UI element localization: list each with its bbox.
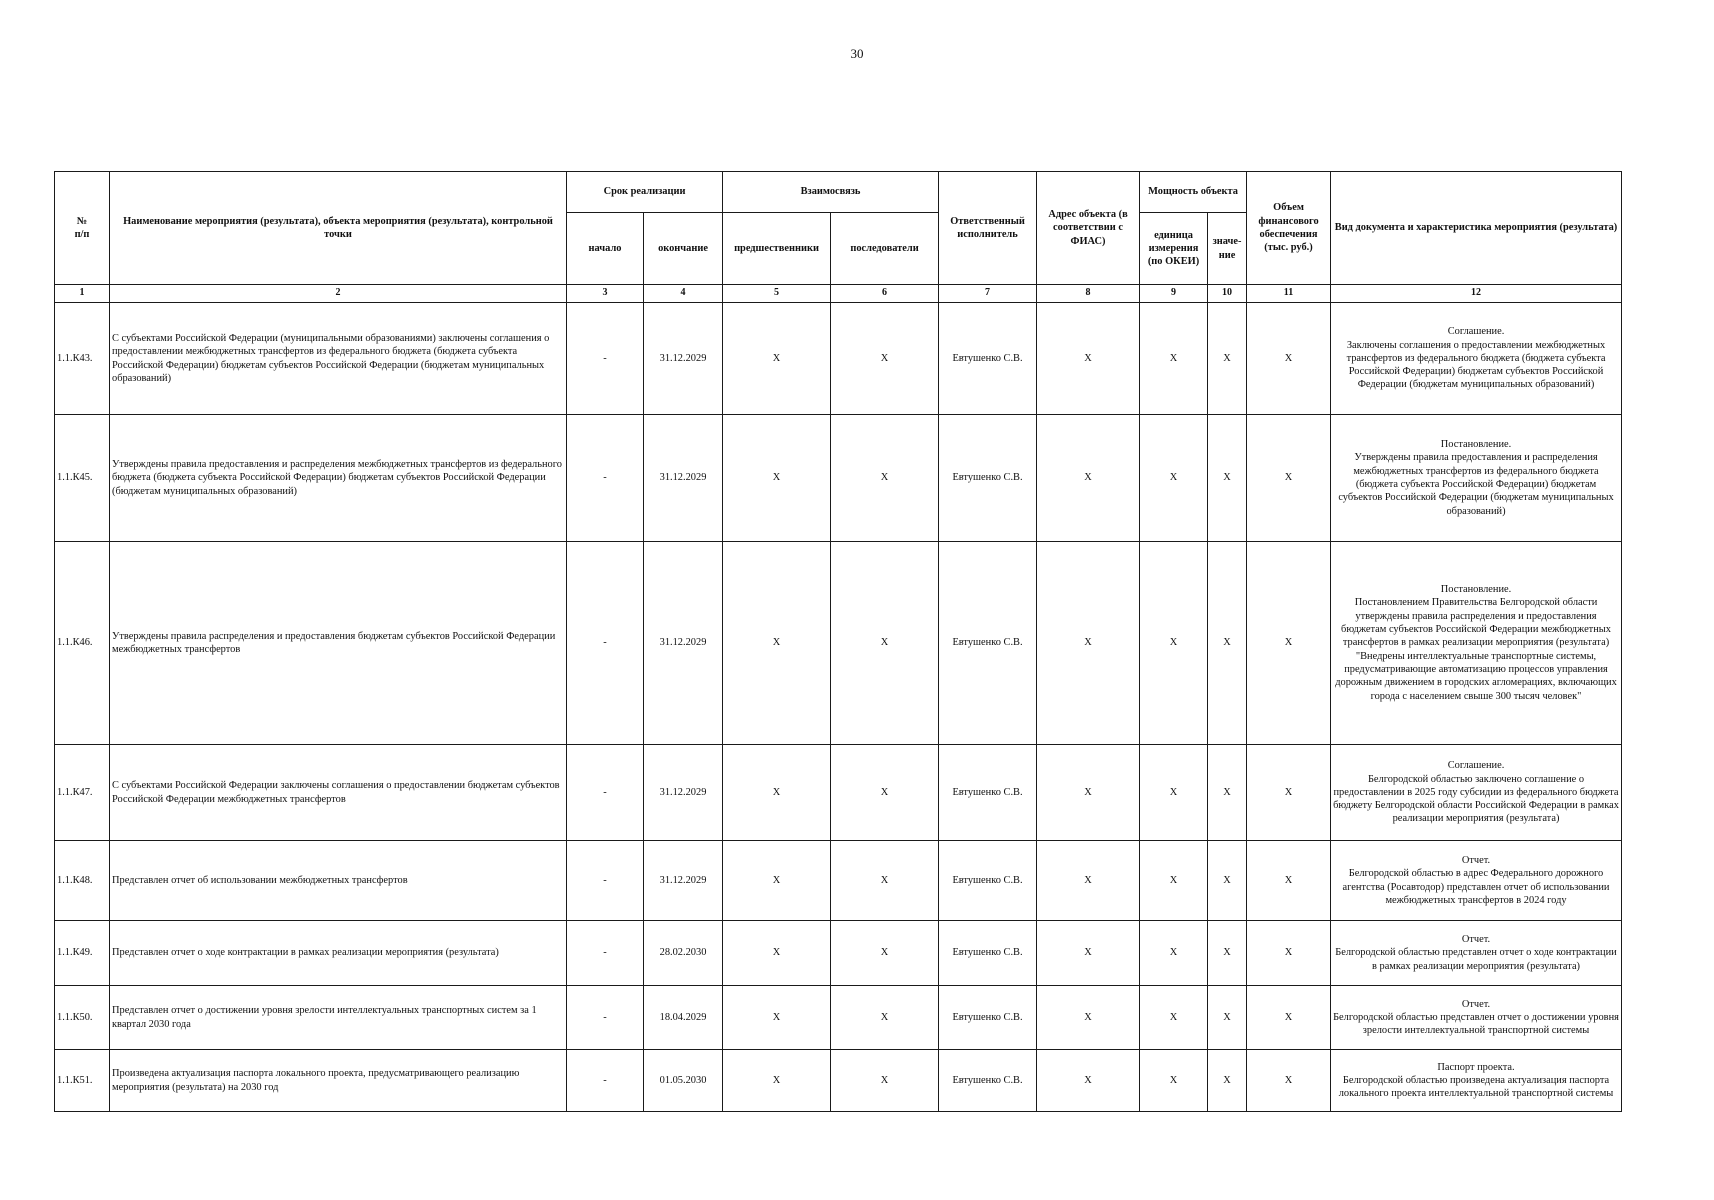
row-doc-type: Паспорт проекта.: [1437, 1061, 1515, 1073]
row-responsible: Евтушенко С.В.: [939, 921, 1037, 986]
row-predecessors: X: [723, 921, 831, 986]
header-term-group: Срок реализации: [567, 172, 723, 213]
row-doc-type: Отчет.: [1461, 934, 1491, 946]
header-capacity-unit: единица измерения (по ОКЕИ): [1140, 213, 1208, 285]
row-value: X: [1208, 415, 1247, 542]
row-doc-type: Соглашение.: [1447, 760, 1505, 772]
row-unit: X: [1140, 542, 1208, 745]
row-address: X: [1037, 303, 1140, 415]
row-end: 31.12.2029: [644, 415, 723, 542]
row-address: X: [1037, 986, 1140, 1050]
row-start: -: [567, 841, 644, 921]
row-start: -: [567, 986, 644, 1050]
row-value: X: [1208, 1050, 1247, 1112]
row-end: 31.12.2029: [644, 542, 723, 745]
row-successors: X: [831, 1050, 939, 1112]
header-address: Адрес объекта (в соответствии с ФИАС): [1037, 172, 1140, 285]
header-capacity-group: Мощность объекта: [1140, 172, 1247, 213]
row-value: X: [1208, 303, 1247, 415]
row-finance: X: [1247, 745, 1331, 841]
row-start: -: [567, 542, 644, 745]
header-link-pred: предшественники: [723, 213, 831, 285]
row-value: X: [1208, 542, 1247, 745]
table-row: [55, 1050, 1622, 1112]
table-row: [55, 745, 1622, 841]
row-number: 1.1.К48.: [55, 841, 110, 921]
row-predecessors: X: [723, 1050, 831, 1112]
header-num: № п/п: [55, 172, 110, 285]
row-unit: X: [1140, 986, 1208, 1050]
row-finance: X: [1247, 542, 1331, 745]
row-address: X: [1037, 542, 1140, 745]
row-unit: X: [1140, 745, 1208, 841]
row-start: -: [567, 1050, 644, 1112]
row-doc-type: Соглашение.: [1447, 326, 1505, 338]
row-responsible: Евтушенко С.В.: [939, 415, 1037, 542]
row-doc-type: Постановление.: [1440, 584, 1512, 596]
row-successors: X: [831, 986, 939, 1050]
row-start: -: [567, 303, 644, 415]
row-responsible: Евтушенко С.В.: [939, 1050, 1037, 1112]
table-header: [55, 172, 1622, 303]
row-predecessors: X: [723, 841, 831, 921]
header-term-end: окончание: [644, 213, 723, 285]
row-doc: [1331, 986, 1622, 1050]
row-successors: X: [831, 745, 939, 841]
row-doc-type: Отчет.: [1461, 854, 1491, 866]
row-unit: X: [1140, 1050, 1208, 1112]
column-number-row: [55, 285, 1622, 303]
row-end: 31.12.2029: [644, 841, 723, 921]
header-responsible: Ответственный исполнитель: [939, 172, 1037, 285]
row-responsible: Евтушенко С.В.: [939, 986, 1037, 1050]
row-doc: [1331, 415, 1622, 542]
row-finance: X: [1247, 1050, 1331, 1112]
header-name: Наименование мероприятия (результата), объекта мероприятия (результата), контрольной точки: [110, 172, 567, 285]
row-value: X: [1208, 921, 1247, 986]
row-number: 1.1.К43.: [55, 303, 110, 415]
row-doc-text: Постановлением Правительства Белгородской области утверждены правила распределения и предоставления бюджетам субъектов Российской Федерации межбюджетных трансфертов в рамках реализации мероприятия (результата) "Внедрены интеллектуальные транспортные системы, предусматривающие автоматизацию процессов управления дорожным движением в городских агломерациях, включающих города с населением свыше 300 тысяч человек": [1335, 597, 1617, 702]
row-predecessors: X: [723, 303, 831, 415]
table-row: [55, 986, 1622, 1050]
row-successors: X: [831, 841, 939, 921]
row-name: Утверждены правила предоставления и распределения межбюджетных трансфертов из федерального бюджета (бюджета субъекта Российской Федерации) бюджетам субъектов Российской Федерации (бюджетам муниципальных образований): [110, 415, 567, 542]
row-unit: X: [1140, 303, 1208, 415]
header-finance: Объем финансового обеспечения (тыс. руб.): [1247, 172, 1331, 285]
row-name: Произведена актуализация паспорта локального проекта, предусматривающего реализацию мероприятия (результата) на 2030 год: [110, 1050, 567, 1112]
row-end: 31.12.2029: [644, 745, 723, 841]
row-number: 1.1.К50.: [55, 986, 110, 1050]
row-successors: X: [831, 415, 939, 542]
row-value: X: [1208, 745, 1247, 841]
row-address: X: [1037, 415, 1140, 542]
column-number: 9: [1140, 285, 1208, 303]
row-finance: X: [1247, 841, 1331, 921]
column-number: 8: [1037, 285, 1140, 303]
table-body: [55, 303, 1622, 1112]
page-number: 30: [850, 46, 864, 61]
row-doc-text: Белгородской областью представлен отчет о достижении уровня зрелости интеллектуальной транспортной системы: [1333, 1011, 1619, 1037]
header-term-start: начало: [567, 213, 644, 285]
row-responsible: Евтушенко С.В.: [939, 841, 1037, 921]
row-number: 1.1.К45.: [55, 415, 110, 542]
header-capacity-value: значе-ние: [1208, 213, 1247, 285]
row-value: X: [1208, 986, 1247, 1050]
table-row: [55, 841, 1622, 921]
row-predecessors: X: [723, 415, 831, 542]
row-number: 1.1.К51.: [55, 1050, 110, 1112]
plan-table: [54, 171, 1622, 1112]
row-start: -: [567, 745, 644, 841]
column-number: 11: [1247, 285, 1331, 303]
table-row: [55, 415, 1622, 542]
table-row: [55, 921, 1622, 986]
row-doc-text: Заключены соглашения о предоставлении межбюджетных трансфертов из федерального бюджета (бюджета субъекта Российской Федерации) бюджетам субъектов Российской Федерации (бюджетам муниципальных образований): [1346, 339, 1606, 391]
row-address: X: [1037, 921, 1140, 986]
header-doc: Вид документа и характеристика мероприятия (результата): [1331, 172, 1622, 285]
plan-table-wrapper: [54, 171, 1621, 1112]
row-doc-text: Белгородской областью произведена актуализация паспорта локального проекта интеллектуальной транспортной системы: [1338, 1074, 1614, 1100]
row-predecessors: X: [723, 745, 831, 841]
row-doc-text: Утверждены правила предоставления и распределения межбюджетных трансфертов из федерального бюджета (бюджета субъекта Российской Федерации) бюджетам субъектов Российской Федерации (бюджетам муниципальных образований): [1338, 452, 1614, 517]
row-responsible: Евтушенко С.В.: [939, 745, 1037, 841]
row-number: 1.1.К49.: [55, 921, 110, 986]
row-predecessors: X: [723, 986, 831, 1050]
row-address: X: [1037, 841, 1140, 921]
row-doc: [1331, 1050, 1622, 1112]
row-responsible: Евтушенко С.В.: [939, 303, 1037, 415]
row-number: 1.1.К47.: [55, 745, 110, 841]
row-name: Утверждены правила распределения и предоставления бюджетам субъектов Российской Федерации межбюджетных трансфертов: [110, 542, 567, 745]
row-end: 31.12.2029: [644, 303, 723, 415]
row-end: 18.04.2029: [644, 986, 723, 1050]
row-value: X: [1208, 841, 1247, 921]
row-end: 01.05.2030: [644, 1050, 723, 1112]
header-link-succ: последователи: [831, 213, 939, 285]
row-number: 1.1.К46.: [55, 542, 110, 745]
column-number: 3: [567, 285, 644, 303]
column-number: 12: [1331, 285, 1622, 303]
table-row: [55, 303, 1622, 415]
row-end: 28.02.2030: [644, 921, 723, 986]
row-unit: X: [1140, 415, 1208, 542]
row-responsible: Евтушенко С.В.: [939, 542, 1037, 745]
row-name: С субъектами Российской Федерации (муниципальными образованиями) заключены соглашения о предоставлении межбюджетных трансфертов из федерального бюджета (бюджета субъекта Российской Федерации) бюджетам субъектов Российской Федерации (бюджетам муниципальных образований): [110, 303, 567, 415]
row-start: -: [567, 415, 644, 542]
row-doc-text: Белгородской областью в адрес Федерального дорожного агентства (Росавтодор) представлен отчет об использовании межбюджетных трансфертов в 2024 году: [1342, 868, 1610, 906]
row-doc: [1331, 841, 1622, 921]
row-doc-text: Белгородской областью заключено соглашение о предоставлении в 2025 году субсидии из федерального бюджета бюджету Белгородской области Российской Федерации в рамках реализации мероприятия (результата): [1333, 773, 1619, 825]
row-doc: [1331, 745, 1622, 841]
row-finance: X: [1247, 303, 1331, 415]
row-name: Представлен отчет о достижении уровня зрелости интеллектуальных транспортных систем за 1 квартал 2030 года: [110, 986, 567, 1050]
table-row: [55, 542, 1622, 745]
column-number: 2: [110, 285, 567, 303]
column-number: 7: [939, 285, 1037, 303]
row-finance: X: [1247, 986, 1331, 1050]
row-doc: [1331, 303, 1622, 415]
row-doc: [1331, 542, 1622, 745]
row-address: X: [1037, 745, 1140, 841]
row-doc: [1331, 921, 1622, 986]
row-finance: X: [1247, 921, 1331, 986]
row-name: Представлен отчет об использовании межбюджетных трансфертов: [110, 841, 567, 921]
row-successors: X: [831, 921, 939, 986]
row-name: С субъектами Российской Федерации заключены соглашения о предоставлении бюджетам субъектов Российской Федерации межбюджетных трансфертов: [110, 745, 567, 841]
row-unit: X: [1140, 841, 1208, 921]
row-start: -: [567, 921, 644, 986]
column-number: 6: [831, 285, 939, 303]
row-unit: X: [1140, 921, 1208, 986]
row-doc-type: Постановление.: [1440, 439, 1512, 451]
row-doc-type: Отчет.: [1461, 998, 1491, 1010]
row-address: X: [1037, 1050, 1140, 1112]
row-successors: X: [831, 542, 939, 745]
row-name: Представлен отчет о ходе контрактации в рамках реализации мероприятия (результата): [110, 921, 567, 986]
row-predecessors: X: [723, 542, 831, 745]
column-number: 1: [55, 285, 110, 303]
column-number: 4: [644, 285, 723, 303]
row-successors: X: [831, 303, 939, 415]
row-finance: X: [1247, 415, 1331, 542]
header-link-group: Взаимосвязь: [723, 172, 939, 213]
column-number: 10: [1208, 285, 1247, 303]
column-number: 5: [723, 285, 831, 303]
row-doc-text: Белгородской областью представлен отчет о ходе контрактации в рамках реализации мероприятия (результата): [1335, 947, 1617, 972]
